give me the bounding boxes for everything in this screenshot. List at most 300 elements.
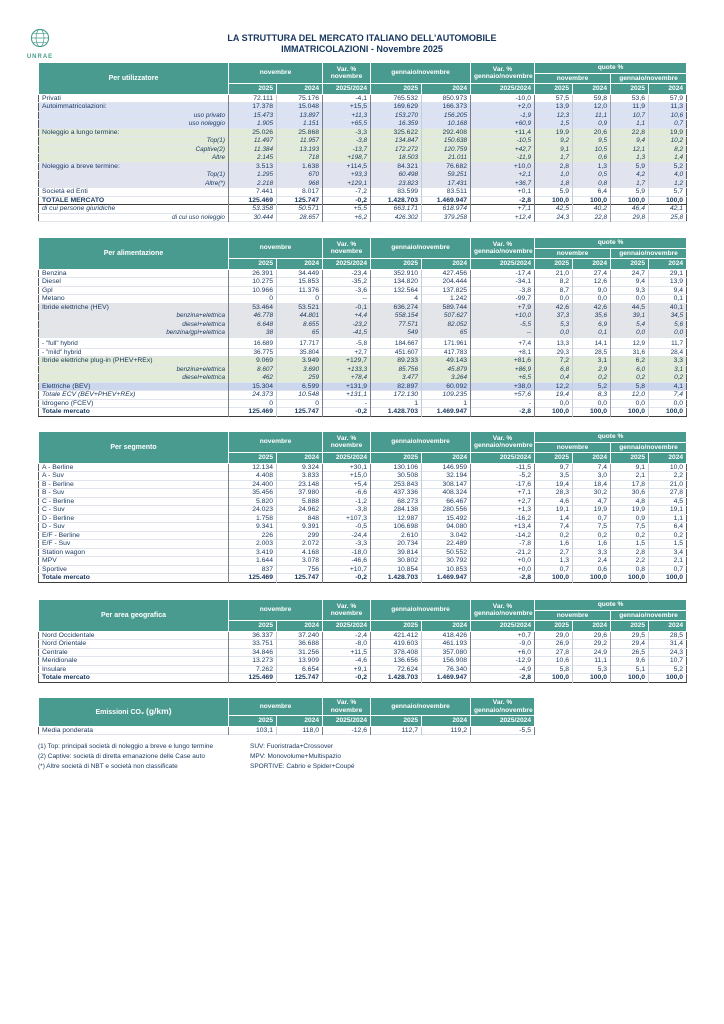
cell: 7,5	[573, 523, 611, 532]
cell: 11.957	[277, 137, 323, 146]
cell: 19,1	[649, 506, 687, 515]
cell: 5,3	[573, 665, 611, 674]
row-label: Elettriche (BEV)	[39, 382, 229, 391]
cell: 3.690	[277, 365, 323, 374]
table-row	[39, 665, 687, 674]
cell: 0,2	[573, 531, 611, 540]
cell: 4,0	[649, 171, 687, 180]
cell: -7,2	[323, 188, 371, 197]
cell: 136.656	[371, 657, 422, 666]
cell: 21,0	[649, 480, 687, 489]
cell: +42,7	[471, 145, 535, 154]
col-gennaio-novembre: gennaio/novembre	[371, 238, 471, 259]
row-label: Totale mercato	[39, 408, 229, 417]
cell: 19,1	[535, 506, 573, 515]
row-label: Nord Orientale	[39, 640, 229, 649]
cell: 9.391	[277, 523, 323, 532]
col-year: 2025	[229, 621, 277, 632]
cell: 10.854	[371, 565, 422, 574]
table-title: Per area geografica	[39, 600, 229, 632]
cell: +10,7	[323, 565, 371, 574]
row-label: Media ponderata	[39, 726, 229, 735]
cell: -0,2	[323, 574, 371, 583]
cell: 253.843	[371, 480, 422, 489]
cell: 125.469	[229, 674, 277, 683]
cell: 5,8	[535, 665, 573, 674]
cell: 3.264	[422, 374, 471, 383]
cell: --	[471, 329, 535, 338]
cell: 10.168	[422, 120, 471, 129]
cell: 0,0	[535, 329, 573, 338]
cell: 9,4	[611, 137, 649, 146]
cell: -5,5	[471, 726, 535, 735]
cell: 42,6	[535, 303, 573, 312]
cell: 2,8	[535, 162, 573, 171]
table-body	[39, 631, 687, 682]
row-label: uso noleggio	[39, 120, 229, 129]
cell: 3.477	[371, 374, 422, 383]
cell: 1.469.947	[422, 574, 471, 583]
cell: 33.751	[229, 640, 277, 649]
col-year: 2024	[649, 259, 687, 270]
cell: 8.655	[277, 320, 323, 329]
cell: 156.908	[422, 657, 471, 666]
col-gennaio-novembre: gennaio/novembre	[371, 600, 471, 621]
cell: 357.080	[422, 648, 471, 657]
cell: 5.820	[229, 497, 277, 506]
cell: 49.143	[422, 357, 471, 366]
cell: +7,4	[471, 340, 535, 348]
cell: 3,5	[535, 472, 573, 481]
table-row	[39, 365, 687, 374]
col-year: 2025	[611, 259, 649, 270]
cell: 42,1	[649, 205, 687, 214]
cell: 100,0	[611, 674, 649, 683]
table-row	[39, 94, 687, 103]
title-line1: LA STRUTTURA DEL MERCATO ITALIANO DELL'AUTOMOBILE	[227, 33, 497, 43]
cell: -17,6	[471, 480, 535, 489]
cell: +0,1	[471, 188, 535, 197]
cell: 13.909	[277, 657, 323, 666]
cell: 156.205	[422, 111, 471, 120]
cell: +6,5	[471, 374, 535, 383]
col-gennaio-novembre: gennaio/novembre	[371, 432, 471, 453]
table-row	[39, 497, 687, 506]
cell: 325.622	[371, 128, 422, 137]
table-row	[39, 726, 535, 735]
table-row	[39, 548, 687, 557]
cell: +13,4	[471, 523, 535, 532]
cell: 8.017	[277, 188, 323, 197]
row-label: Ibride elettriche plug-in (PHEV+REx)	[39, 357, 229, 366]
row-label: Ibride elettriche (HEV)	[39, 303, 229, 312]
cell: 2,1	[649, 557, 687, 566]
cell: 0	[277, 399, 323, 408]
cell: 94.080	[422, 523, 471, 532]
col-year: 2024	[422, 259, 471, 270]
cell: 13.897	[277, 111, 323, 120]
cell: 100,0	[535, 574, 573, 583]
row-label: uso privato	[39, 111, 229, 120]
col-novembre: novembre	[229, 600, 323, 621]
cell: 32.194	[422, 472, 471, 481]
row-label: Diesel	[39, 278, 229, 287]
cell: 1,1	[649, 514, 687, 523]
cell: 100,0	[573, 574, 611, 583]
cell: -18,0	[323, 548, 371, 557]
cell: 24.373	[229, 391, 277, 400]
cell: +1,3	[471, 506, 535, 515]
cell: +131,9	[323, 382, 371, 391]
cell: -2,8	[471, 674, 535, 683]
table-row	[39, 205, 687, 214]
table-row	[39, 128, 687, 137]
cell: 31.256	[277, 648, 323, 657]
col-year: 2025	[371, 716, 422, 727]
cell: -14,2	[471, 531, 535, 540]
cell: 408.324	[422, 489, 471, 498]
cell: 1	[371, 399, 422, 408]
cell: 9.069	[229, 357, 277, 366]
cell: 3.042	[422, 531, 471, 540]
cell: 82.052	[422, 320, 471, 329]
cell: 36.337	[229, 631, 277, 640]
cell: 9,5	[573, 137, 611, 146]
cell: 1,2	[649, 179, 687, 188]
cell: +2,0	[471, 103, 535, 112]
cell: +6,0	[471, 648, 535, 657]
cell: 50.552	[422, 548, 471, 557]
cell: 22.489	[422, 540, 471, 549]
cell: 53.521	[277, 303, 323, 312]
cell: 100,0	[573, 674, 611, 683]
cell: +107,3	[323, 514, 371, 523]
cell: 5,8	[611, 382, 649, 391]
row-label: benzina/gpl+elettrica	[39, 329, 229, 338]
cell: 2.610	[371, 531, 422, 540]
cell: 1,4	[535, 514, 573, 523]
cell: 100,0	[611, 196, 649, 205]
cell: 2,2	[611, 557, 649, 566]
cell: +15,0	[323, 472, 371, 481]
cell: +38,0	[471, 382, 535, 391]
cell: 24,9	[573, 648, 611, 657]
cell: 30.792	[422, 557, 471, 566]
cell: 45.879	[422, 365, 471, 374]
row-label: Totale ECV (BEV+PHEV+REx)	[39, 391, 229, 400]
row-label: Noleggio a lungo termine:	[39, 128, 229, 137]
cell: 60.498	[371, 171, 422, 180]
col-novembre: novembre	[229, 63, 323, 84]
cell: 20.734	[371, 540, 422, 549]
cell: 1,1	[611, 120, 649, 129]
cell: 24,7	[611, 269, 649, 278]
cell: 437.336	[371, 489, 422, 498]
cell: 10,5	[573, 145, 611, 154]
col-year: 2025/2024	[471, 259, 535, 270]
cell: 146.959	[422, 463, 471, 472]
cell: -5,8	[323, 340, 371, 348]
cell: -2,8	[471, 408, 535, 417]
col-year: 2024	[573, 84, 611, 95]
cell: 765.532	[371, 94, 422, 103]
col-quote-gennaio: gennaio/novembre	[611, 248, 687, 259]
cell: 427.456	[422, 269, 471, 278]
table-row	[39, 514, 687, 523]
cell: 65	[277, 329, 323, 338]
cell: 23.823	[371, 179, 422, 188]
cell: 6,8	[535, 365, 573, 374]
table-row	[39, 179, 687, 188]
cell: -4,1	[323, 94, 371, 103]
cell: 13,3	[535, 340, 573, 348]
cell: 18,4	[573, 480, 611, 489]
cell: --	[323, 295, 371, 304]
cell: 1	[422, 399, 471, 408]
cell: 1.469.947	[422, 196, 471, 205]
row-label: E/F - Berline	[39, 531, 229, 540]
cell: 1,3	[573, 162, 611, 171]
cell: 125.747	[277, 196, 323, 205]
col-year: 2025	[371, 621, 422, 632]
col-year: 2025	[535, 84, 573, 95]
col-var-novembre: Var. % novembre	[323, 600, 371, 621]
col-novembre: novembre	[229, 432, 323, 453]
table-title: Emissioni CO₂ (g/km)	[39, 698, 229, 727]
cell: 150.638	[422, 137, 471, 146]
cell: +8,1	[471, 348, 535, 357]
col-gennaio-novembre: gennaio/novembre	[371, 698, 471, 716]
row-label: diesel+elettrica	[39, 374, 229, 383]
col-year: 2024	[649, 453, 687, 464]
cell: +0,0	[471, 557, 535, 566]
cell: 24,3	[649, 648, 687, 657]
cell: 426.302	[371, 213, 422, 222]
cell: 718	[277, 154, 323, 163]
cell: -13,7	[323, 145, 371, 154]
cell: 72.111	[229, 94, 277, 103]
col-year: 2024	[649, 621, 687, 632]
table-row	[39, 340, 687, 348]
col-quote-novembre: novembre	[535, 442, 611, 453]
cell: 100,0	[649, 574, 687, 583]
cell: 2,2	[649, 472, 687, 481]
cell: 10,0	[649, 463, 687, 472]
cell: 10,6	[649, 111, 687, 120]
cell: 46.778	[229, 312, 277, 321]
cell: 13.273	[229, 657, 277, 666]
cell: 11.384	[229, 145, 277, 154]
cell: 10,2	[649, 137, 687, 146]
cell: 36.775	[229, 348, 277, 357]
cell: 0	[229, 295, 277, 304]
cell: 103,1	[229, 726, 277, 735]
row-label: Totale mercato	[39, 574, 229, 583]
col-var-gennaio: Var. % gennaio/novembre	[471, 698, 535, 716]
cell: 76.682	[422, 162, 471, 171]
cell: -3,6	[323, 286, 371, 295]
cell: +36,7	[471, 179, 535, 188]
col-year: 2024	[573, 453, 611, 464]
table-per-area-geografica	[38, 599, 687, 683]
cell: 0,0	[649, 329, 687, 338]
cell: 172.272	[371, 145, 422, 154]
cell: 2,1	[611, 472, 649, 481]
table-row	[39, 145, 687, 154]
cell: 18.503	[371, 154, 422, 163]
cell: +131,1	[323, 391, 371, 400]
table-row	[39, 472, 687, 481]
row-label: Station wagon	[39, 548, 229, 557]
table-row	[39, 320, 687, 329]
cell: 0	[229, 399, 277, 408]
cell: 134.820	[371, 278, 422, 287]
cell: 663.171	[371, 205, 422, 214]
cell: 100,0	[649, 674, 687, 683]
cell: 1,6	[535, 540, 573, 549]
table-row	[39, 640, 687, 649]
cell: +198,7	[323, 154, 371, 163]
cell: 7,4	[649, 391, 687, 400]
cell: 15.304	[229, 382, 277, 391]
cell: 0,9	[611, 514, 649, 523]
cell: -0,2	[323, 674, 371, 683]
cell: 848	[277, 514, 323, 523]
cell: 29,6	[573, 631, 611, 640]
row-label: - "full" hybrid	[39, 340, 229, 348]
cell: 25.868	[277, 128, 323, 137]
cell: 7.262	[229, 665, 277, 674]
cell: 27,4	[573, 269, 611, 278]
cell: 4,1	[649, 382, 687, 391]
row-label: Centrale	[39, 648, 229, 657]
row-label: D - Berline	[39, 514, 229, 523]
table-row	[39, 295, 687, 304]
cell: 66.467	[422, 497, 471, 506]
cell: 17,8	[611, 480, 649, 489]
row-label: Benzina	[39, 269, 229, 278]
cell: +2,7	[323, 348, 371, 357]
cell: +93,3	[323, 171, 371, 180]
cell: 31,4	[649, 640, 687, 649]
cell: 24,3	[535, 213, 573, 222]
cell: 24.962	[277, 506, 323, 515]
cell: 11,7	[649, 340, 687, 348]
cell: +7,9	[471, 303, 535, 312]
cell: -	[471, 399, 535, 408]
cell: 1.428.703	[371, 674, 422, 683]
footnote-line: SUV: Fuoristrada+Crossover	[250, 743, 334, 750]
cell: 4,6	[535, 497, 573, 506]
cell: 418.426	[422, 631, 471, 640]
cell: 12,1	[611, 145, 649, 154]
cell: 44,5	[611, 303, 649, 312]
cell: 10,6	[535, 657, 573, 666]
cell: 19,4	[535, 480, 573, 489]
table-row	[39, 162, 687, 171]
col-quote-novembre: novembre	[535, 248, 611, 259]
table-row	[39, 348, 687, 357]
cell: -8,0	[323, 640, 371, 649]
row-label: Captive(2)	[39, 145, 229, 154]
cell: +65,5	[323, 120, 371, 129]
col-novembre: novembre	[229, 238, 323, 259]
cell: -5,5	[471, 320, 535, 329]
cell: 0,8	[611, 565, 649, 574]
cell: 0,0	[573, 295, 611, 304]
cell: 100,0	[649, 408, 687, 417]
title-line2: IMMATRICOLAZIONI - Novembre 2025	[281, 44, 443, 54]
table-row	[39, 391, 687, 400]
cell: 172.130	[371, 391, 422, 400]
cell: +11,4	[471, 128, 535, 137]
cell: +129,1	[323, 179, 371, 188]
cell: -17,4	[471, 269, 535, 278]
cell: 2,4	[573, 557, 611, 566]
cell: -6,6	[323, 489, 371, 498]
cell: 5,9	[535, 188, 573, 197]
cell: 8,3	[573, 391, 611, 400]
cell: 10,7	[611, 111, 649, 120]
cell: 25.026	[229, 128, 277, 137]
cell: 1.428.703	[371, 196, 422, 205]
cell: 26.391	[229, 269, 277, 278]
cell: 0,2	[573, 374, 611, 383]
cell: 1.469.947	[422, 674, 471, 683]
col-var-novembre: Var. % novembre	[323, 238, 371, 259]
cell: 38	[229, 329, 277, 338]
row-label: benzina+elettrica	[39, 312, 229, 321]
cell: 2.072	[277, 540, 323, 549]
cell: 37.240	[277, 631, 323, 640]
cell: 19,9	[649, 128, 687, 137]
table-body	[39, 463, 687, 582]
table-row	[39, 278, 687, 287]
table-row	[39, 188, 687, 197]
cell: -99,7	[471, 295, 535, 304]
cell: 280.556	[422, 506, 471, 515]
cell: 10.275	[229, 278, 277, 287]
cell: +4,4	[323, 312, 371, 321]
cell: 125.469	[229, 408, 277, 417]
cell: 25,8	[649, 213, 687, 222]
cell: 1,6	[573, 540, 611, 549]
col-year: 2025	[371, 453, 422, 464]
cell: 11,3	[649, 103, 687, 112]
cell: 1.469.947	[422, 408, 471, 417]
col-quote-novembre: novembre	[535, 73, 611, 84]
cell: 29,1	[649, 269, 687, 278]
cell: 65	[422, 329, 471, 338]
cell: 100,0	[535, 408, 573, 417]
cell: 0,7	[649, 565, 687, 574]
col-year: 2025/2024	[323, 621, 371, 632]
cell: 44.801	[277, 312, 323, 321]
cell: 0,6	[573, 565, 611, 574]
cell: 106.698	[371, 523, 422, 532]
table-body	[39, 726, 535, 735]
cell: 0,2	[649, 374, 687, 383]
cell: 29,4	[611, 640, 649, 649]
cell: +5,4	[323, 480, 371, 489]
cell: +0,7	[471, 631, 535, 640]
cell: 11.497	[229, 137, 277, 146]
cell: 30.802	[371, 557, 422, 566]
row-label: C - Berline	[39, 497, 229, 506]
cell: 0,7	[649, 120, 687, 129]
cell: 40,2	[573, 205, 611, 214]
cell: 636.274	[371, 303, 422, 312]
